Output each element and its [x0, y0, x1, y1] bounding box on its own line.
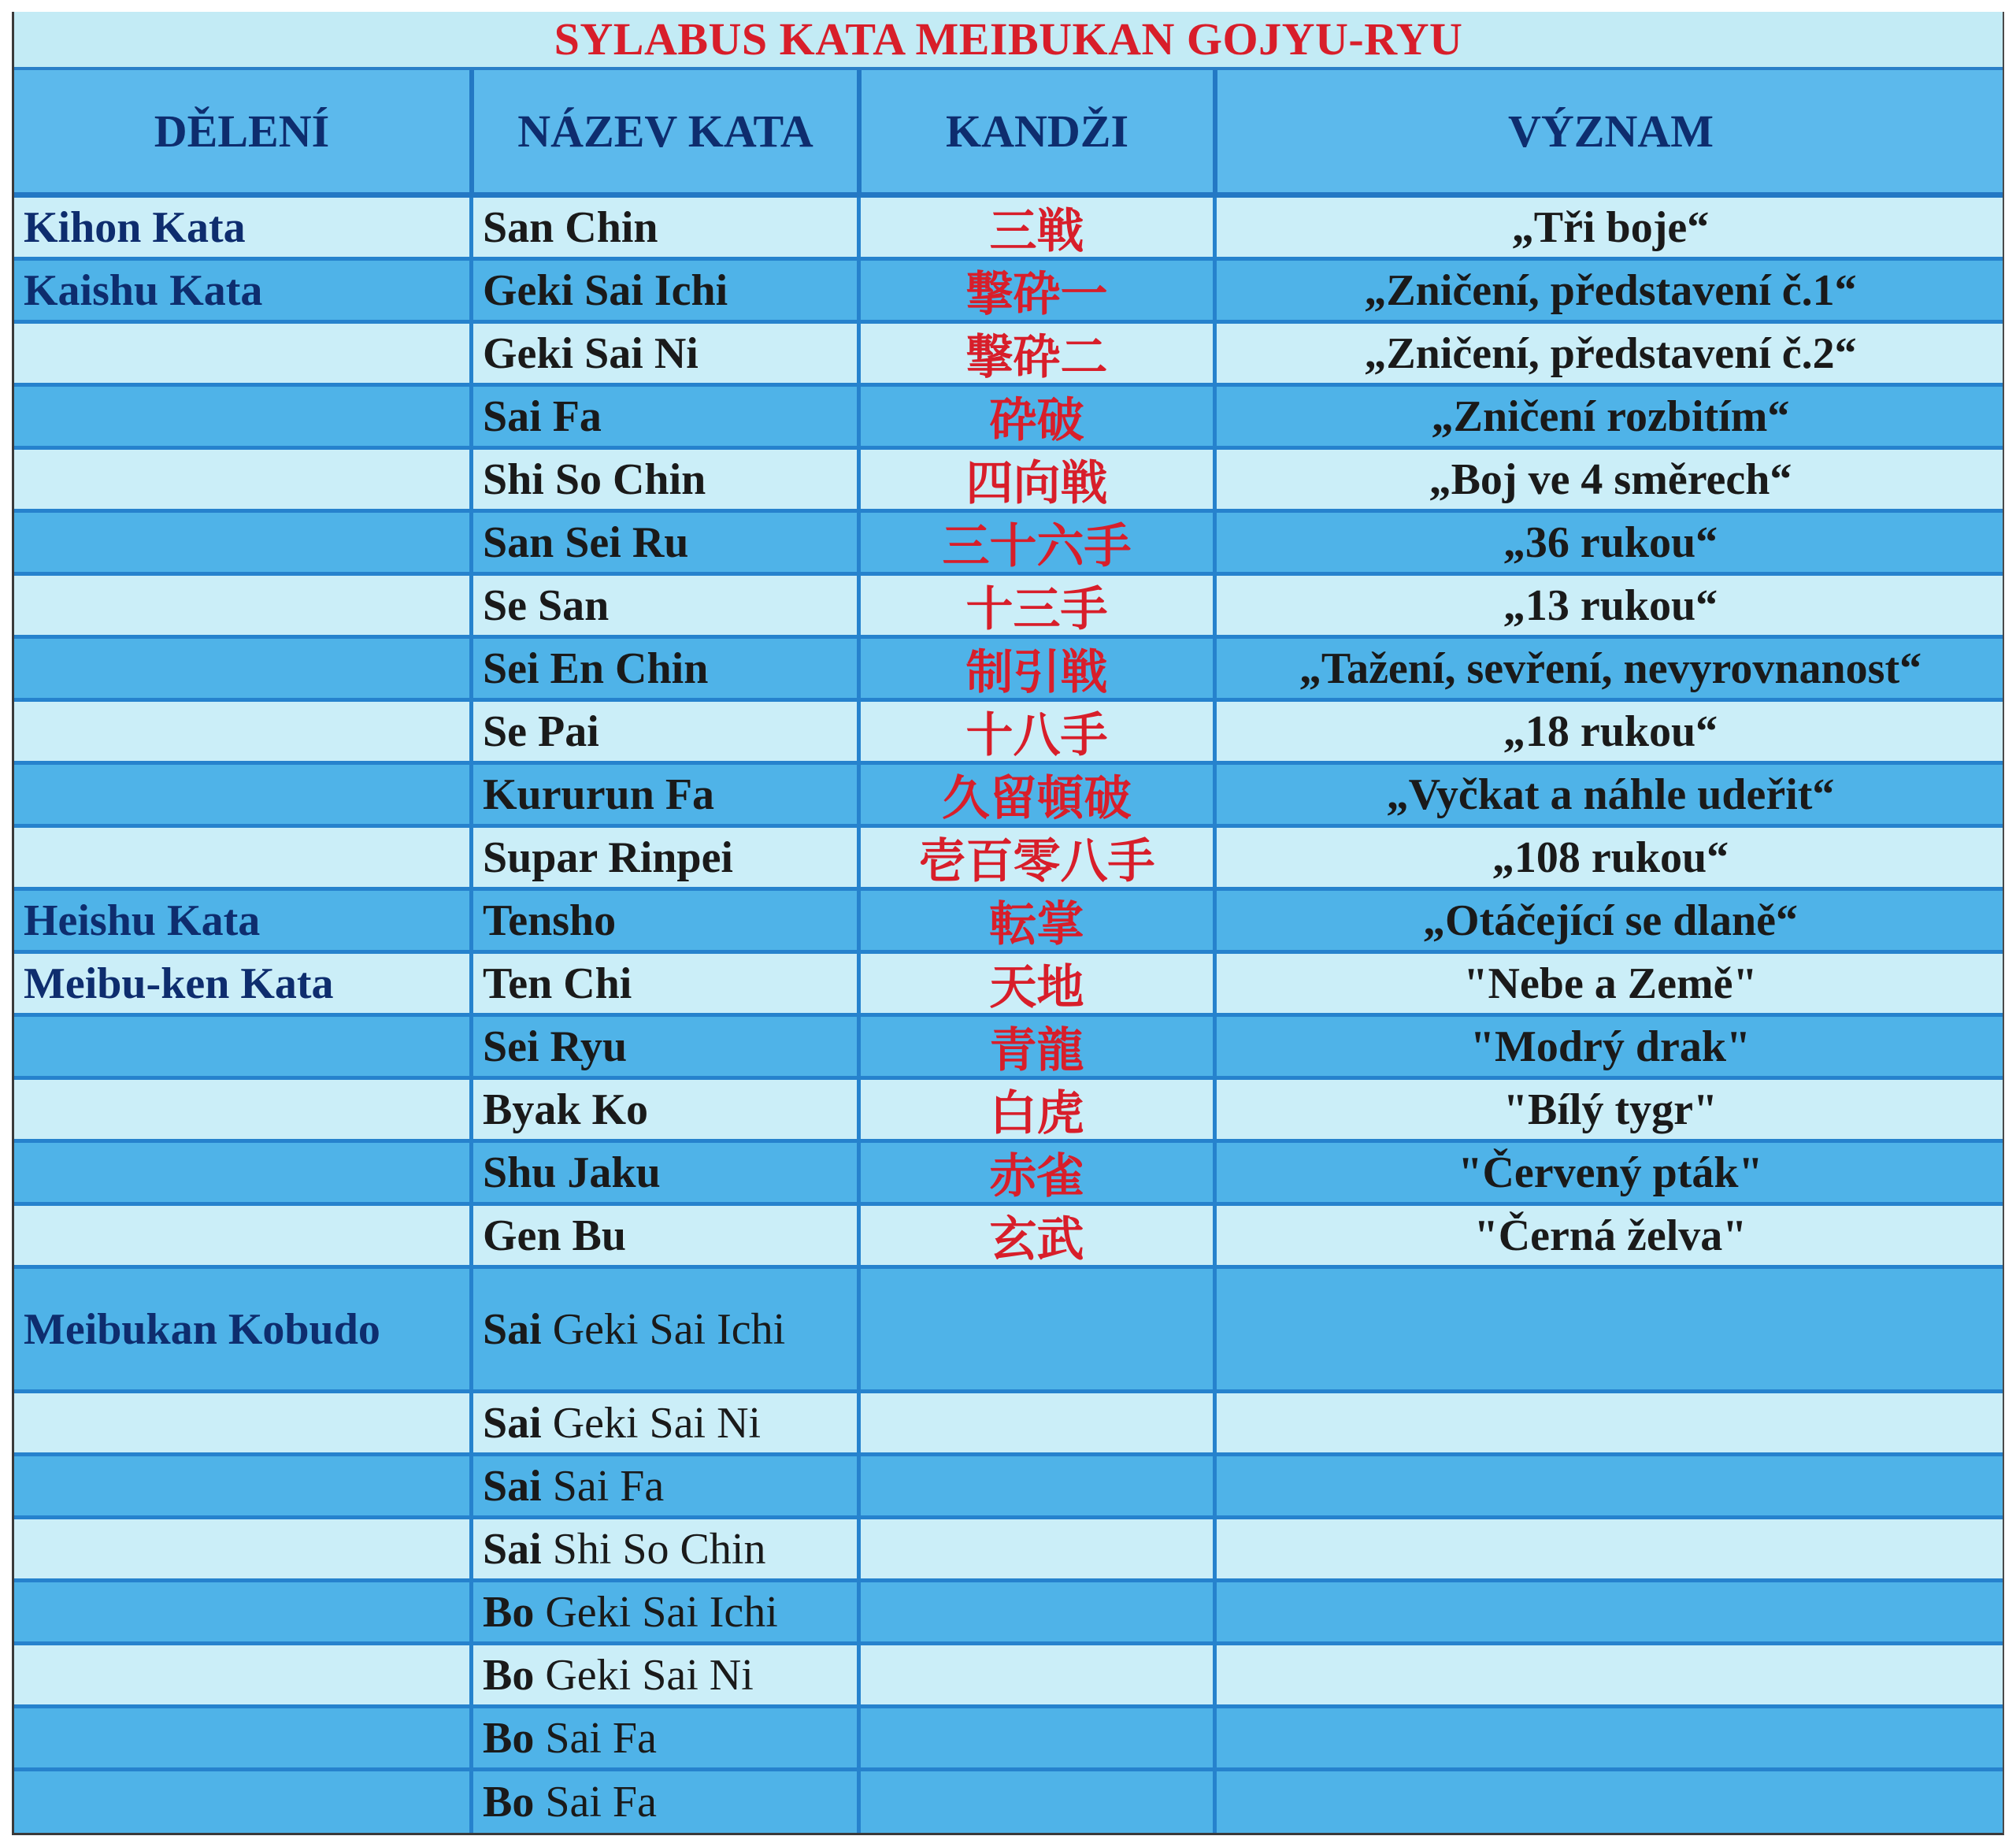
- table-row: [14, 828, 2003, 891]
- meaning-cell: „18 rukou“: [1213, 702, 2004, 761]
- table-row: [14, 1206, 2003, 1269]
- weapon-label: Sai: [483, 1398, 542, 1448]
- meaning-cell: [1213, 1645, 2004, 1704]
- division-cell: [14, 1206, 469, 1265]
- division-cell: [14, 1143, 469, 1202]
- syllabus-sheet: [12, 12, 2004, 1835]
- kobudo-kata-label: Sai Fa: [545, 1778, 657, 1827]
- division-cell: [14, 1080, 469, 1139]
- kanji-cell: 十三手: [857, 576, 1213, 635]
- meaning-cell: "Nebe a Země": [1213, 954, 2004, 1013]
- division-cell: [14, 324, 469, 383]
- division-cell: Meibu-ken Kata: [24, 959, 334, 1008]
- division-cell: [14, 702, 469, 761]
- meaning-cell: "Červený pták": [1213, 1143, 2004, 1202]
- division-cell: [14, 1582, 469, 1641]
- kanji-cell: 三十六手: [857, 513, 1213, 572]
- division-cell: [14, 576, 469, 635]
- kata-name-cell: Byak Ko: [469, 1080, 857, 1139]
- division-cell: [14, 1017, 469, 1076]
- kata-name-cell: [469, 1645, 857, 1704]
- kanji-cell: 三戦: [857, 198, 1213, 257]
- table-row: [14, 891, 2003, 954]
- kata-name-cell: Sai Fa: [469, 387, 857, 446]
- division-cell: [14, 828, 469, 887]
- meaning-cell: „Boj ve 4 směrech“: [1213, 450, 2004, 509]
- division-cell: [14, 765, 469, 824]
- kata-name-cell: Tensho: [469, 891, 857, 950]
- kanji-cell: 四向戦: [857, 450, 1213, 509]
- kata-name-cell: [469, 1771, 857, 1833]
- division-cell: [14, 1456, 469, 1515]
- table-row: [14, 1456, 2003, 1519]
- table-row: [14, 1519, 2003, 1582]
- meaning-cell: „Zničení, představení č.2“: [1213, 324, 2004, 383]
- division-cell: Meibukan Kobudo: [24, 1304, 380, 1354]
- meaning-cell: [1213, 1771, 2004, 1833]
- division-cell: [14, 1519, 469, 1578]
- kobudo-kata-label: Geki Sai Ichi: [545, 1587, 778, 1637]
- weapon-label: Bo: [483, 1713, 535, 1763]
- kata-name-cell: Gen Bu: [469, 1206, 857, 1265]
- meaning-cell: „Tažení, sevření, nevyrovnanost“: [1213, 639, 2004, 698]
- meaning-cell: [1213, 1708, 2004, 1767]
- kanji-cell: [857, 1771, 1213, 1833]
- header-kata-name: NÁZEV KATA: [469, 70, 857, 192]
- meaning-cell: „Otáčející se dlaně“: [1213, 891, 2004, 950]
- header-meaning: VÝZNAM: [1213, 70, 2004, 192]
- kobudo-kata-label: Geki Sai Ni: [545, 1650, 754, 1700]
- table-row: [14, 639, 2003, 702]
- kata-name-cell: Sei En Chin: [469, 639, 857, 698]
- weapon-label: Bo: [483, 1587, 535, 1637]
- table-row: [14, 261, 2003, 324]
- kata-name-cell: [469, 1393, 857, 1452]
- weapon-label: Sai: [483, 1524, 542, 1574]
- table-row: [14, 324, 2003, 387]
- kanji-cell: 青龍: [857, 1017, 1213, 1076]
- kobudo-kata-label: Shi So Chin: [552, 1524, 766, 1574]
- table-row: [14, 576, 2003, 639]
- meaning-cell: [1213, 1519, 2004, 1578]
- division-cell: [14, 1771, 469, 1833]
- kobudo-kata-label: Sai Fa: [552, 1461, 665, 1511]
- table-row: [14, 702, 2003, 765]
- table-row: [14, 1708, 2003, 1771]
- weapon-label: Sai: [483, 1461, 542, 1511]
- kata-name-cell: Se San: [469, 576, 857, 635]
- kanji-cell: [857, 1708, 1213, 1767]
- table-row: [14, 198, 2003, 261]
- kata-name-cell: Shi So Chin: [469, 450, 857, 509]
- meaning-cell: „Zničení rozbitím“: [1213, 387, 2004, 446]
- kata-name-cell: [469, 1519, 857, 1578]
- meaning-cell: [1213, 1393, 2004, 1452]
- weapon-label: Bo: [483, 1778, 535, 1827]
- kobudo-kata-label: Sai Fa: [545, 1713, 657, 1763]
- table-row: [14, 765, 2003, 828]
- header-kanji: KANDŽI: [857, 70, 1213, 192]
- kanji-cell: 玄武: [857, 1206, 1213, 1265]
- table-row: [14, 1771, 2003, 1833]
- kata-name-cell: San Chin: [469, 198, 857, 257]
- kanji-cell: 撃砕一: [857, 261, 1213, 320]
- table-row: [14, 450, 2003, 513]
- page-title: SYLABUS KATA MEIBUKAN GOJYU-RYU: [14, 12, 2003, 70]
- kata-name-cell: Ten Chi: [469, 954, 857, 1013]
- meaning-cell: „108 rukou“: [1213, 828, 2004, 887]
- meaning-cell: „Vyčkat a náhle udeřit“: [1213, 765, 2004, 824]
- kata-name-cell: Shu Jaku: [469, 1143, 857, 1202]
- kata-name-cell: San Sei Ru: [469, 513, 857, 572]
- table-row: [14, 1582, 2003, 1645]
- kata-name-cell: Geki Sai Ichi: [469, 261, 857, 320]
- division-cell: [14, 639, 469, 698]
- meaning-cell: "Modrý drak": [1213, 1017, 2004, 1076]
- meaning-cell: [1213, 1456, 2004, 1515]
- kanji-cell: [857, 1456, 1213, 1515]
- table-row: [14, 1080, 2003, 1143]
- kanji-cell: 久留頓破: [857, 765, 1213, 824]
- kata-name-cell: Supar Rinpei: [469, 828, 857, 887]
- meaning-cell: „Tři boje“: [1213, 198, 2004, 257]
- kanji-cell: 撃砕二: [857, 324, 1213, 383]
- division-cell: Heishu Kata: [24, 896, 261, 945]
- meaning-cell: „Zničení, představení č.1“: [1213, 261, 2004, 320]
- kanji-cell: [857, 1393, 1213, 1452]
- division-cell: Kaishu Kata: [24, 265, 263, 315]
- table-row: [14, 954, 2003, 1017]
- kobudo-kata-label: Geki Sai Ni: [552, 1398, 762, 1448]
- meaning-cell: „13 rukou“: [1213, 576, 2004, 635]
- table-row: [14, 1017, 2003, 1080]
- division-cell: [14, 1645, 469, 1704]
- table-row: [14, 1143, 2003, 1206]
- kata-name-cell: Geki Sai Ni: [469, 324, 857, 383]
- division-cell: [14, 387, 469, 446]
- meaning-cell: [1213, 1582, 2004, 1641]
- meaning-cell: "Černá želva": [1213, 1206, 2004, 1265]
- division-cell: [14, 1708, 469, 1767]
- kata-name-cell: [469, 1269, 857, 1389]
- division-cell: [14, 450, 469, 509]
- kanji-cell: 壱百零八手: [857, 828, 1213, 887]
- kata-name-cell: Se Pai: [469, 702, 857, 761]
- table-row: [14, 387, 2003, 450]
- kata-name-cell: [469, 1708, 857, 1767]
- table-row: [14, 513, 2003, 576]
- weapon-label: Bo: [483, 1650, 535, 1700]
- kanji-cell: 十八手: [857, 702, 1213, 761]
- kata-name-cell: Kururun Fa: [469, 765, 857, 824]
- kobudo-kata-label: Geki Sai Ichi: [552, 1304, 786, 1354]
- header-division: DĚLENÍ: [154, 106, 330, 157]
- division-cell: [14, 513, 469, 572]
- meaning-cell: „36 rukou“: [1213, 513, 2004, 572]
- kanji-cell: [857, 1519, 1213, 1578]
- kanji-cell: 天地: [857, 954, 1213, 1013]
- table-row: [14, 1645, 2003, 1708]
- kata-name-cell: [469, 1456, 857, 1515]
- table-header: [14, 70, 2003, 198]
- table-row: [14, 1393, 2003, 1456]
- kanji-cell: 砕破: [857, 387, 1213, 446]
- division-cell: Kihon Kata: [24, 202, 246, 252]
- table-row: [14, 1269, 2003, 1393]
- kanji-cell: 転掌: [857, 891, 1213, 950]
- weapon-label: Sai: [483, 1304, 542, 1354]
- kanji-cell: 制引戦: [857, 639, 1213, 698]
- meaning-cell: "Bílý tygr": [1213, 1080, 2004, 1139]
- kanji-cell: 赤雀: [857, 1143, 1213, 1202]
- kanji-cell: [857, 1582, 1213, 1641]
- kanji-cell: [857, 1269, 1213, 1389]
- meaning-cell: [1213, 1269, 2004, 1389]
- division-cell: [14, 1393, 469, 1452]
- kata-name-cell: [469, 1582, 857, 1641]
- kanji-cell: 白虎: [857, 1080, 1213, 1139]
- kanji-cell: [857, 1645, 1213, 1704]
- kata-name-cell: Sei Ryu: [469, 1017, 857, 1076]
